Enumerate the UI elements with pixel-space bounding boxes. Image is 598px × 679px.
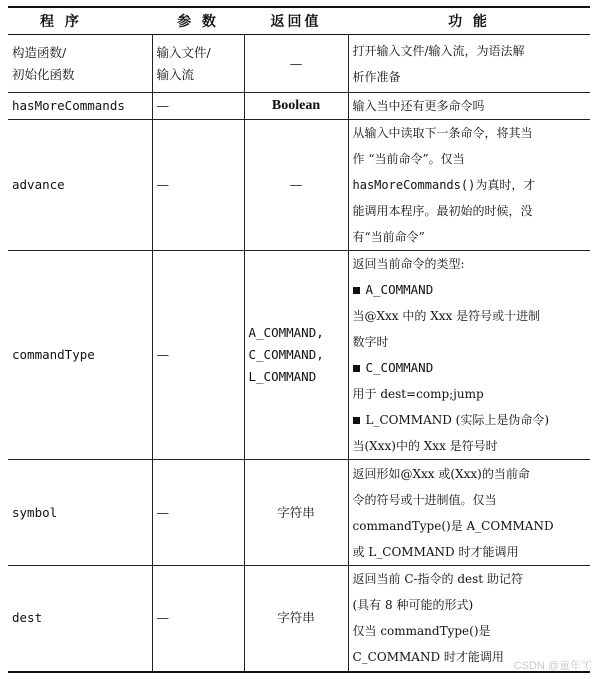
routine-cell: hasMoreCommands <box>8 93 152 120</box>
function-cell <box>348 35 590 93</box>
table-row <box>8 251 590 460</box>
routine-text: 初始化函数 <box>12 66 75 82</box>
table-row <box>8 93 590 120</box>
function-cell <box>348 93 590 120</box>
args-text: 输入文件/ <box>156 44 211 60</box>
function-text: 作 “当前命令”。仅当 <box>352 152 465 166</box>
header-function: 功 能 <box>348 7 590 35</box>
function-text: 或 L_COMMAND 时才能调用 <box>352 544 519 559</box>
function-text: C_COMMAND 时才能调用 <box>352 650 504 665</box>
routine-cell: dest <box>8 566 152 672</box>
function-text: (具有 8 种可能的形式) <box>352 598 474 613</box>
returns-cell: Boolean <box>244 93 348 120</box>
square-bullet-icon <box>353 287 360 294</box>
function-line <box>353 381 587 407</box>
api-table <box>8 6 590 673</box>
header-returns: 返回值 <box>244 7 348 35</box>
args-cell: — <box>152 120 244 251</box>
header-routine: 程 序 <box>8 7 152 35</box>
returns-cell: 字符串 <box>244 460 348 566</box>
returns-text: A_COMMAND, <box>248 325 324 340</box>
table-row <box>8 460 590 566</box>
routine-text: 构造函数/ <box>12 44 67 60</box>
function-cell <box>348 566 590 672</box>
returns-cell: — <box>244 120 348 251</box>
routine-cell: commandType <box>8 251 152 460</box>
function-text: 有“当前命令” <box>352 230 425 244</box>
square-bullet-icon <box>353 365 360 372</box>
function-line <box>353 277 587 303</box>
function-text: 打开输入文件/输入流，为语法解 <box>352 43 525 58</box>
args-cell: — <box>152 566 244 672</box>
function-line <box>353 433 587 459</box>
square-bullet-icon <box>353 417 360 424</box>
table-row <box>8 120 590 251</box>
function-text: 返回形如@Xxx 或(Xxx)的当前命 <box>352 466 530 481</box>
returns-text: C_COMMAND, <box>248 347 324 362</box>
function-text: 用于 dest=comp;jump <box>352 387 484 401</box>
routine-cell: advance <box>8 120 152 251</box>
function-line <box>353 329 587 355</box>
function-text: 从输入中读取下一条命令，将其当 <box>352 126 533 140</box>
function-text: 返回当前 C-指令的 dest 助记符 <box>352 572 523 587</box>
function-line <box>353 303 587 329</box>
table-row <box>8 566 590 672</box>
args-cell: — <box>152 251 244 460</box>
watermark: CSDN @童年℃ <box>513 660 592 672</box>
function-text: 输入当中还有更多命令吗 <box>352 99 485 113</box>
function-line <box>353 355 587 381</box>
function-cell <box>348 251 590 460</box>
function-text: 能调用本程序。最初始的时候，没 <box>352 204 533 218</box>
function-line <box>353 407 587 433</box>
args-cell <box>152 35 244 93</box>
args-cell: — <box>152 460 244 566</box>
returns-cell <box>244 251 348 460</box>
function-text: 数字时 <box>352 335 389 349</box>
function-text: L_COMMAND (实际上是伪命令) <box>365 413 550 427</box>
function-text: 返回当前命令的类型: <box>352 257 465 271</box>
function-text: 令的符号或十进制值。仅当 <box>352 492 497 507</box>
function-cell <box>348 120 590 251</box>
routine-cell <box>8 35 152 93</box>
function-line <box>353 251 587 277</box>
header-args: 参 数 <box>152 7 244 35</box>
function-text: C_COMMAND <box>365 360 434 375</box>
table-row <box>8 35 590 93</box>
returns-cell: 字符串 <box>244 566 348 672</box>
function-text: A_COMMAND <box>365 282 434 297</box>
args-cell: — <box>152 93 244 120</box>
function-text: 当@Xxx 中的 Xxx 是符号或十进制 <box>352 309 541 323</box>
returns-text: L_COMMAND <box>248 369 317 384</box>
function-text: hasMoreCommands()为真时，才 <box>352 178 536 192</box>
function-text: 析作准备 <box>352 69 401 84</box>
table-header-row <box>8 7 590 35</box>
function-text: 当(Xxx)中的 Xxx 是符号时 <box>352 439 498 453</box>
function-text: commandType()是 A_COMMAND <box>352 518 554 533</box>
function-cell <box>348 460 590 566</box>
function-text: 仅当 commandType()是 <box>352 624 491 639</box>
args-text: 输入流 <box>156 66 195 82</box>
returns-cell: — <box>244 35 348 93</box>
routine-cell: symbol <box>8 460 152 566</box>
